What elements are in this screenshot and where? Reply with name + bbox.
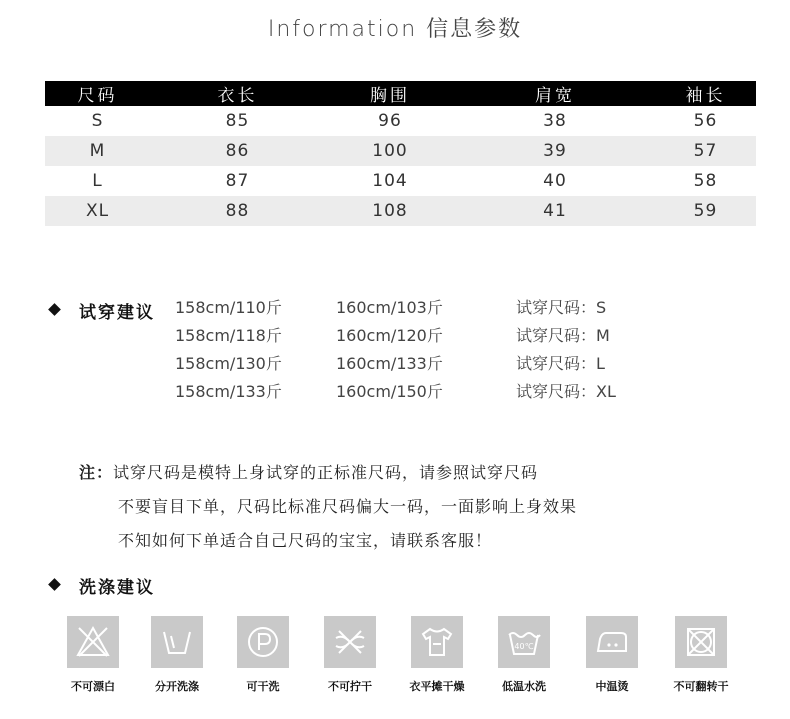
note-text: 试穿尺码是模特上身试穿的正标准尺码，请参照试穿尺码 <box>113 463 539 482</box>
wash-label: 低温水洗 <box>502 680 546 693</box>
table-cell: 38 <box>543 111 567 131</box>
table-cell: 85 <box>225 111 250 131</box>
wash-label: 分开洗涤 <box>155 680 199 693</box>
table-cell: 100 <box>325 136 455 166</box>
table-cell: 88 <box>150 196 325 226</box>
list-item: 试穿尺码：S <box>516 298 607 317</box>
table-cell: 108 <box>325 196 455 226</box>
no-wring-icon <box>324 616 376 668</box>
table-cell: 86 <box>150 136 325 166</box>
list-item: 160cm/120斤 <box>336 326 443 345</box>
no-tumble-dry-icon <box>675 616 727 668</box>
washing-label: 洗涤建议 <box>79 578 155 598</box>
separate-wash-icon <box>151 616 203 668</box>
wash-item-warm-wash <box>489 616 559 694</box>
note-line-1 <box>79 460 538 483</box>
table-row <box>45 196 756 226</box>
list-item: 试穿尺码：L <box>516 354 605 373</box>
wash-item-medium-iron <box>577 616 647 694</box>
list-item: 158cm/118斤 <box>175 326 282 345</box>
try-on-sizes <box>516 294 616 406</box>
table-cell: 58 <box>693 171 718 191</box>
table-cell: 40 <box>543 171 567 191</box>
table-cell: 39 <box>455 136 655 166</box>
table-cell: 96 <box>378 111 402 131</box>
table-header-row <box>45 81 756 106</box>
note-line-2: 不要盲目下单，尺码比标准尺码偏大一码，一面影响上身效果 <box>118 497 578 516</box>
wash-item-no-wring <box>315 616 385 694</box>
page-title: Information 信息参数 <box>267 17 523 42</box>
table-cell: M <box>45 136 150 166</box>
wash-label: 不可漂白 <box>71 680 115 693</box>
list-item: 158cm/110斤 <box>175 298 282 317</box>
wash-item-dry-clean <box>228 616 298 694</box>
wash-item-no-bleach <box>58 616 128 694</box>
table-cell: XL <box>45 196 150 226</box>
wash-label: 不可翻转干 <box>673 680 729 693</box>
list-item: 试穿尺码：M <box>516 326 610 345</box>
medium-iron-icon <box>586 616 638 668</box>
wash-label: 中温烫 <box>595 680 629 693</box>
table-cell: 57 <box>655 136 756 166</box>
wash-temp: 40℃ <box>514 642 534 651</box>
list-item: 160cm/103斤 <box>336 298 443 317</box>
wash-label: 可干洗 <box>246 680 280 693</box>
table-cell: 59 <box>655 196 756 226</box>
table-row <box>45 166 756 196</box>
try-on-heights-b <box>336 294 443 406</box>
list-item: 160cm/150斤 <box>336 382 443 401</box>
header-size: 尺码 <box>45 81 150 106</box>
table-cell: 56 <box>693 111 718 131</box>
list-item: 158cm/130斤 <box>175 354 282 373</box>
note-prefix: 注： <box>79 463 114 482</box>
table-cell: 87 <box>225 171 250 191</box>
warm-wash-icon <box>498 616 550 668</box>
no-bleach-icon <box>67 616 119 668</box>
wash-item-separate <box>142 616 212 694</box>
wash-label: 不可拧干 <box>328 680 372 693</box>
table-cell: 41 <box>455 196 655 226</box>
size-table <box>45 81 756 226</box>
table-cell: S <box>91 111 104 131</box>
bullet-diamond-icon <box>48 578 61 591</box>
list-item: 试穿尺码：XL <box>516 382 616 401</box>
table-row <box>45 136 756 166</box>
bullet-diamond-icon <box>48 303 61 316</box>
try-on-heights-a <box>175 294 282 406</box>
dry-clean-icon <box>237 616 289 668</box>
header-sleeve: 袖长 <box>655 81 756 106</box>
wash-item-no-tumble-dry <box>666 616 736 694</box>
table-cell: 104 <box>372 171 408 191</box>
list-item: 160cm/133斤 <box>336 354 443 373</box>
table-cell: L <box>92 171 103 191</box>
header-length: 衣长 <box>150 81 325 106</box>
header-shoulder: 肩宽 <box>455 81 655 106</box>
try-on-label: 试穿建议 <box>79 303 155 323</box>
header-chest: 胸围 <box>325 81 455 106</box>
flat-dry-icon <box>411 616 463 668</box>
wash-item-flat-dry <box>402 616 472 694</box>
list-item: 158cm/133斤 <box>175 382 282 401</box>
table-row <box>45 106 756 136</box>
note-line-3: 不知如何下单适合自己尺码的宝宝，请联系客服！ <box>118 531 493 550</box>
wash-label: 衣平摊干燥 <box>409 680 465 693</box>
